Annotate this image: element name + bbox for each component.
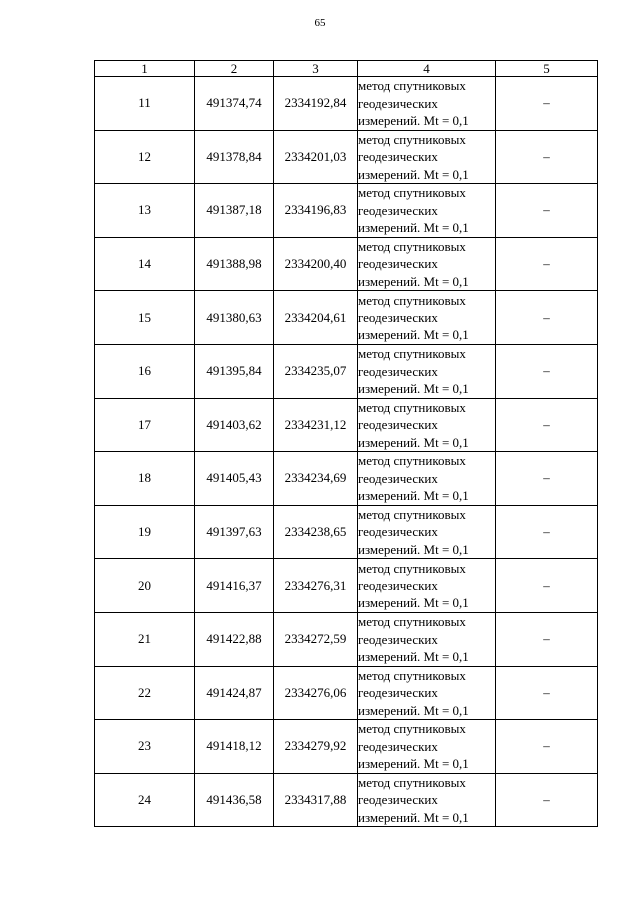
method-line: измерений. Mt = 0,1 <box>358 380 469 396</box>
note-cell: – <box>496 666 598 720</box>
method-cell <box>358 291 496 345</box>
x-coordinate-cell: 491397,63 <box>195 505 274 559</box>
method-line: метод спутниковых <box>358 506 466 522</box>
y-coordinate-cell: 2334272,59 <box>274 612 358 666</box>
method-line: геодезических <box>358 631 438 647</box>
method-line: измерений. Mt = 0,1 <box>358 166 469 182</box>
note-cell: – <box>496 773 598 827</box>
method-line: метод спутниковых <box>358 399 466 415</box>
point-number-cell: 18 <box>95 452 195 506</box>
table-row <box>95 398 598 452</box>
note-cell: – <box>496 77 598 131</box>
header-col-5: 5 <box>496 61 598 77</box>
method-line: измерений. Mt = 0,1 <box>358 702 469 718</box>
y-coordinate-cell: 2334192,84 <box>274 77 358 131</box>
x-coordinate-cell: 491436,58 <box>195 773 274 827</box>
y-coordinate-cell: 2334235,07 <box>274 344 358 398</box>
y-coordinate-cell: 2334231,12 <box>274 398 358 452</box>
table-row <box>95 559 598 613</box>
table-row <box>95 773 598 827</box>
method-line: измерений. Mt = 0,1 <box>358 595 469 611</box>
method-line: метод спутниковых <box>358 346 466 362</box>
note-cell: – <box>496 398 598 452</box>
method-line: геодезических <box>358 309 438 325</box>
table-row <box>95 77 598 131</box>
x-coordinate-cell: 491374,74 <box>195 77 274 131</box>
method-line: геодезических <box>358 149 438 165</box>
y-coordinate-cell: 2334317,88 <box>274 773 358 827</box>
point-number-cell: 19 <box>95 505 195 559</box>
point-number-cell: 16 <box>95 344 195 398</box>
method-cell <box>358 452 496 506</box>
method-line: геодезических <box>358 685 438 701</box>
point-number-cell: 17 <box>95 398 195 452</box>
table-row <box>95 666 598 720</box>
y-coordinate-cell: 2334196,83 <box>274 184 358 238</box>
method-line: метод спутниковых <box>358 292 466 308</box>
method-line: измерений. Mt = 0,1 <box>358 648 469 664</box>
header-col-4: 4 <box>358 61 496 77</box>
note-cell: – <box>496 237 598 291</box>
method-cell <box>358 720 496 774</box>
method-line: геодезических <box>358 470 438 486</box>
x-coordinate-cell: 491405,43 <box>195 452 274 506</box>
note-cell: – <box>496 130 598 184</box>
method-line: метод спутниковых <box>358 78 466 94</box>
method-line: измерений. Mt = 0,1 <box>358 488 469 504</box>
method-line: геодезических <box>358 417 438 433</box>
note-cell: – <box>496 720 598 774</box>
method-cell <box>358 773 496 827</box>
method-line: геодезических <box>358 202 438 218</box>
note-cell: – <box>496 612 598 666</box>
method-cell <box>358 505 496 559</box>
method-line: метод спутниковых <box>358 185 466 201</box>
x-coordinate-cell: 491380,63 <box>195 291 274 345</box>
method-cell <box>358 77 496 131</box>
method-line: геодезических <box>358 363 438 379</box>
method-line: метод спутниковых <box>358 131 466 147</box>
x-coordinate-cell: 491403,62 <box>195 398 274 452</box>
point-number-cell: 23 <box>95 720 195 774</box>
note-cell: – <box>496 505 598 559</box>
method-line: геодезических <box>358 792 438 808</box>
method-line: геодезических <box>358 256 438 272</box>
point-number-cell: 13 <box>95 184 195 238</box>
method-cell <box>358 237 496 291</box>
method-line: метод спутниковых <box>358 721 466 737</box>
method-cell <box>358 398 496 452</box>
y-coordinate-cell: 2334276,31 <box>274 559 358 613</box>
x-coordinate-cell: 491424,87 <box>195 666 274 720</box>
method-line: измерений. Mt = 0,1 <box>358 756 469 772</box>
point-number-cell: 11 <box>95 77 195 131</box>
method-cell <box>358 612 496 666</box>
header-col-3: 3 <box>274 61 358 77</box>
table-row <box>95 344 598 398</box>
method-line: измерений. Mt = 0,1 <box>358 434 469 450</box>
y-coordinate-cell: 2334234,69 <box>274 452 358 506</box>
table-row <box>95 130 598 184</box>
point-number-cell: 24 <box>95 773 195 827</box>
table-row <box>95 612 598 666</box>
point-number-cell: 12 <box>95 130 195 184</box>
x-coordinate-cell: 491378,84 <box>195 130 274 184</box>
coordinates-table <box>94 60 598 827</box>
method-line: метод спутниковых <box>358 238 466 254</box>
note-cell: – <box>496 559 598 613</box>
point-number-cell: 15 <box>95 291 195 345</box>
y-coordinate-cell: 2334204,61 <box>274 291 358 345</box>
method-line: метод спутниковых <box>358 560 466 576</box>
table-row <box>95 237 598 291</box>
table-row <box>95 291 598 345</box>
method-line: измерений. Mt = 0,1 <box>358 220 469 236</box>
x-coordinate-cell: 491387,18 <box>195 184 274 238</box>
point-number-cell: 14 <box>95 237 195 291</box>
method-cell <box>358 130 496 184</box>
y-coordinate-cell: 2334276,06 <box>274 666 358 720</box>
method-line: геодезических <box>358 95 438 111</box>
table-row <box>95 720 598 774</box>
page-number: 65 <box>314 17 326 29</box>
y-coordinate-cell: 2334279,92 <box>274 720 358 774</box>
method-line: измерений. Mt = 0,1 <box>358 327 469 343</box>
y-coordinate-cell: 2334201,03 <box>274 130 358 184</box>
x-coordinate-cell: 491422,88 <box>195 612 274 666</box>
header-row <box>95 61 598 77</box>
note-cell: – <box>496 344 598 398</box>
method-cell <box>358 559 496 613</box>
method-cell <box>358 184 496 238</box>
x-coordinate-cell: 491395,84 <box>195 344 274 398</box>
method-line: геодезических <box>358 524 438 540</box>
point-number-cell: 21 <box>95 612 195 666</box>
point-number-cell: 20 <box>95 559 195 613</box>
method-line: метод спутниковых <box>358 614 466 630</box>
table-row <box>95 505 598 559</box>
method-line: измерений. Mt = 0,1 <box>358 273 469 289</box>
header-col-1: 1 <box>95 61 195 77</box>
point-number-cell: 22 <box>95 666 195 720</box>
method-line: измерений. Mt = 0,1 <box>358 541 469 557</box>
method-line: геодезических <box>358 738 438 754</box>
note-cell: – <box>496 452 598 506</box>
method-cell <box>358 344 496 398</box>
header-col-2: 2 <box>195 61 274 77</box>
method-line: измерений. Mt = 0,1 <box>358 809 469 825</box>
note-cell: – <box>496 184 598 238</box>
method-line: геодезических <box>358 577 438 593</box>
method-line: измерений. Mt = 0,1 <box>358 113 469 128</box>
y-coordinate-cell: 2334238,65 <box>274 505 358 559</box>
method-line: метод спутниковых <box>358 667 466 683</box>
y-coordinate-cell: 2334200,40 <box>274 237 358 291</box>
table-row <box>95 452 598 506</box>
method-line: метод спутниковых <box>358 453 466 469</box>
method-line: метод спутниковых <box>358 774 466 790</box>
method-cell <box>358 666 496 720</box>
table-body <box>95 77 598 827</box>
x-coordinate-cell: 491418,12 <box>195 720 274 774</box>
x-coordinate-cell: 491416,37 <box>195 559 274 613</box>
x-coordinate-cell: 491388,98 <box>195 237 274 291</box>
table-row <box>95 184 598 238</box>
note-cell: – <box>496 291 598 345</box>
